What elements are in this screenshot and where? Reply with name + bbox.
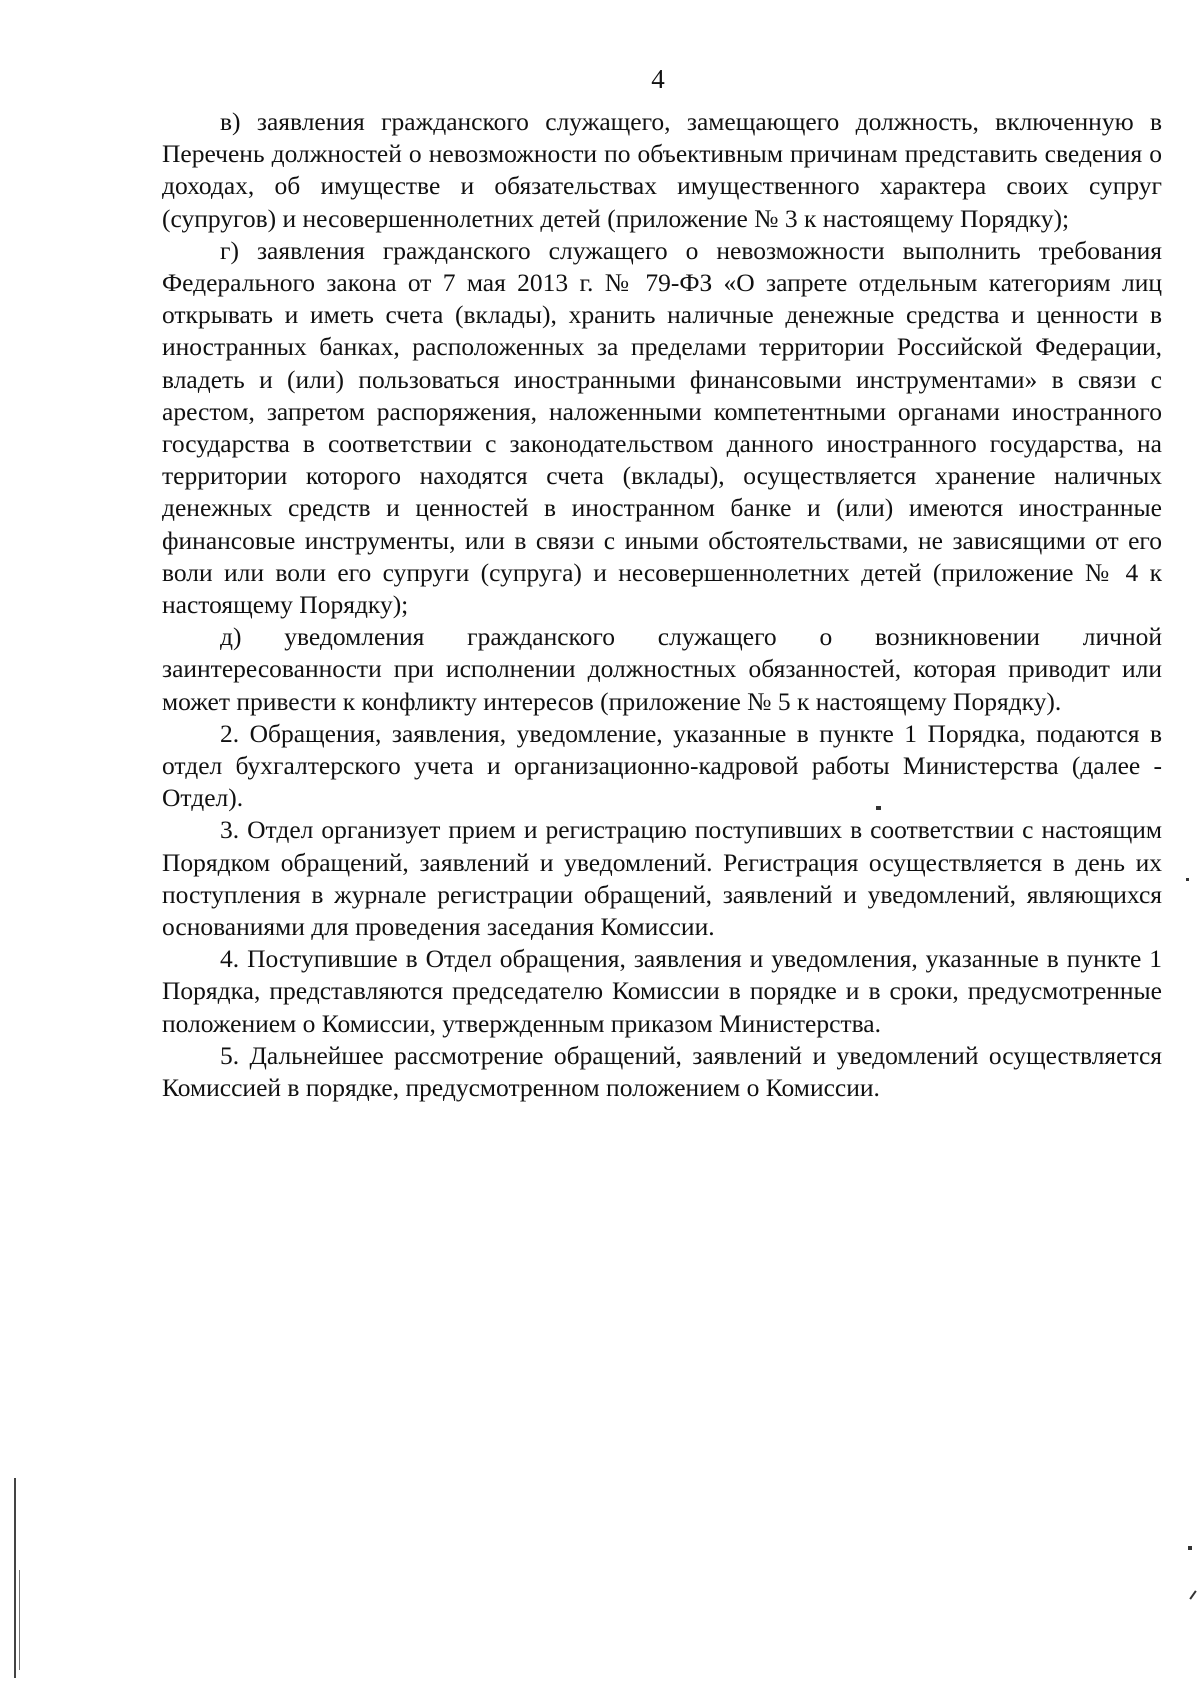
document-body: [162, 106, 1162, 1104]
paragraph-item-v: в) заявления гражданского служащего, замещающего должность, включенную в Перечень должностей о невозможности по объективным причинам представить сведения о доходах, об имуществе и обязательствах имущественного характера своих супруг (супругов) и несовершеннолетних детей (приложение № 3 к настоящему Порядку);: [162, 107, 1162, 233]
paragraph-item-d: д) уведомления гражданского служащего о возникновении личной заинтересованности при исполнении должностных обязанностей, которая приводит или может привести к конфликту интересов (приложение № 5 к настоящему Порядку).: [162, 622, 1162, 716]
paragraph-clause-2: 2. Обращения, заявления, уведомление, указанные в пункте 1 Порядка, подаются в отдел бухгалтерского учета и организационно-кадровой работы Министерства (далее - Отдел).: [162, 718, 1162, 813]
paragraph-clause-3: 3. Отдел организует прием и регистрацию поступивших в соответствии с настоящим Порядком обращений, заявлений и уведомлений. Регистрация осуществляется в день их поступления в журнале регистрации обращений, заявлений и уведомлений, являющихся основаниями для проведения заседания Комиссии.: [162, 815, 1162, 942]
scan-edge-line: [14, 1478, 16, 1678]
paragraph-clause-4: 4. Поступившие в Отдел обращения, заявления и уведомления, указанные в пункте 1 Порядка, представляются председателю Комиссии в порядке и в сроки, предусмотренные положением о Комиссии, утвержденным приказом Министерства.: [162, 944, 1162, 1038]
scan-edge-line: [19, 1570, 20, 1670]
paragraph-clause-5: 5. Дальнейшее рассмотрение обращений, заявлений и уведомлений осуществляется Комиссией в порядке, предусмотренном положением о Комиссии.: [162, 1040, 1162, 1103]
scan-speck: [876, 806, 881, 810]
scan-speck: [1189, 1590, 1196, 1599]
scan-speck: [1188, 1546, 1192, 1550]
scan-speck: [1186, 878, 1189, 881]
page-number: 4: [651, 64, 665, 94]
paragraph-item-g: г) заявления гражданского служащего о невозможности выполнить требования Федерального закона от 7 мая 2013 г. № 79-ФЗ «О запрете отдельным категориям лиц открывать и иметь счета (вклады), хранить наличные денежные средства и ценности в иностранных банках, расположенных за пределами территории Российской Федерации, владеть и (или) пользоваться иностранными финансовыми инструментами» в связи с арестом, запретом распоряжения, наложенными компетентными органами иностранного государства в соответствии с законодательством данного иностранного государства, на территории которого находятся счета (вклады), осуществляется хранение наличных денежных средств и ценностей в иностранном банке и (или) имеются иностранные финансовые инструменты, или в связи с иными обстоятельствами, не зависящими от его воли или воли его супруги (супруга) и несовершеннолетних детей (приложение № 4 к настоящему Порядку);: [162, 235, 1162, 620]
